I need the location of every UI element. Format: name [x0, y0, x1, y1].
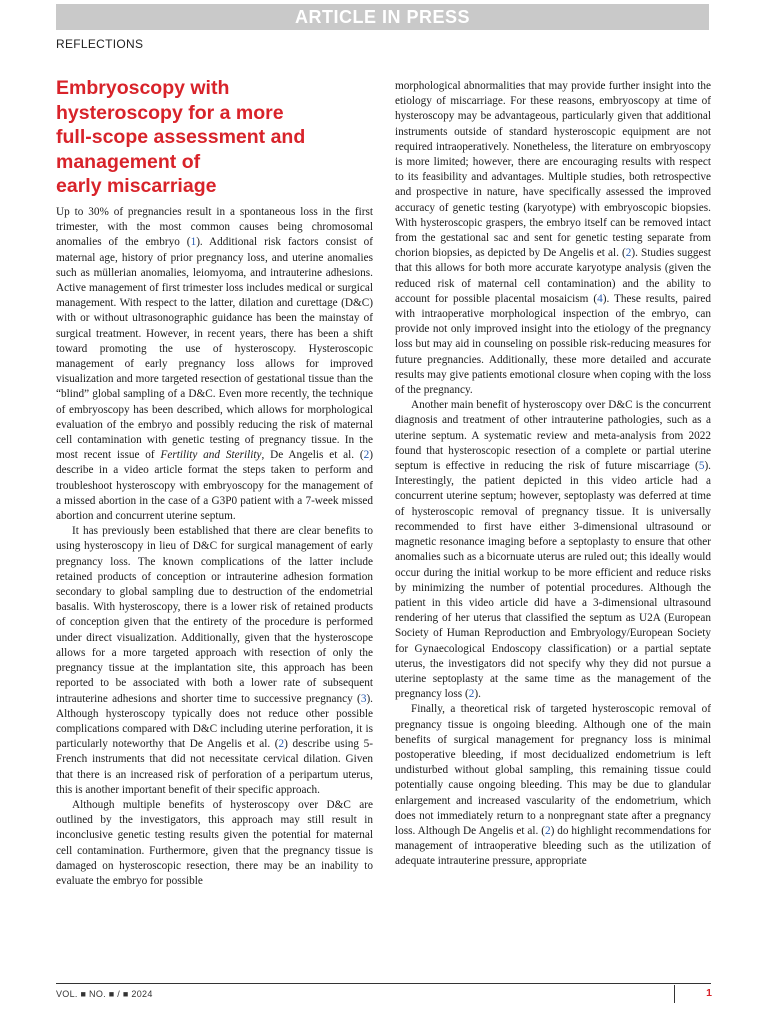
body-paragraph: [395, 79, 711, 398]
text-run: ). Additional risk factors consist of maternal age, history of prior pregnancy loss, and uterine anomalies such as müllerian anomalies, leiomyoma, and intrauterine adhesions. Active management of first trimester loss includes medical or surgical management. With respect to the latter, dilation and curettage (D&C) with or without ultrasonographic guidance has been the mainstay of surgical treatment. However, in recent years, there has been a shift toward promoting the use of hysteroscopy. Hysteroscopic management of early pregnancy loss allows for improved visualization and more targeted resection of gestational tissue than the “blind” global sampling of a D&C. Even more recently, the technique of embryoscopy has been described, which allows for morphological evaluation of the embryo and possibly reducing the risk of maternal cell contamination with genetic testing of pregnancy tissue. In the most recent issue of: [56, 236, 373, 462]
article-title: [56, 76, 356, 199]
title-line: full-scope assessment and: [56, 126, 306, 148]
title-line: Embryoscopy with: [56, 77, 230, 99]
text-run: ) describe in a video article format the steps taken to perform and troubleshoot hysteroscopy with embryoscopy for the management of a missed abortion in the case of a G3P0 patient with a 7-week missed abortion and concurrent uterine septum.: [56, 449, 374, 523]
text-run: Finally, a theoretical risk of targeted hysteroscopic removal of pregnancy tissue is ongoing bleeding. Although one of the main benefits of surgical management for pregnancy loss is minimal postoperative bleeding, if most decidualized endometrium is left undisturbed without global sampling, this remaining tissue could potentially cause ongoing bleeding. This may be due to glandular enlargement and increased vascularity of the endometrium, which does not immediately return to a nonpregnant state after a pregnancy loss. Although De Angelis et al. (: [395, 703, 711, 837]
text-run: , De Angelis et al. (: [261, 449, 364, 462]
page-number: 1: [706, 987, 712, 999]
text-run: It has previously been established that there are clear benefits to using hysteroscopy in lieu of D&C for surgical management of early pregnancy loss. The known complications of the latter include retained products of conception or intrauterine adhesion formation secondary to global sampling due to destruction of the endometrial basalis. With hysteroscopy, there is a lower risk of retained products of conception given that the entirety of the procedure is performed under direct visualization. Additionally, given that the hysteroscope allows for a more targeted approach with resection of only the pregnancy tissue at the implantation site, this approach has been reported to be associated with both a lower rate of subsequent intrauterine adhesions and shorter time to successive pregnancy (: [56, 525, 373, 705]
text-run: ) describe using 5-French instruments that did not necessitate cervical dilation. Given that there is an increased risk of perforation of a peripartum uterus, this is another important benefit of their specific approach.: [56, 738, 373, 796]
title-line: management of: [56, 150, 201, 173]
citation-link[interactable]: 2: [625, 247, 632, 260]
citation-link[interactable]: 2: [363, 449, 370, 462]
footer-volume-info: VOL. ■ NO. ■ / ■ 2024: [56, 989, 153, 999]
citation-link[interactable]: 2: [468, 688, 475, 701]
text-run: morphological abnormalities that may provide further insight into the etiology of miscarriage. For these reasons, embryoscopy at time of hysteroscopy may be advantageous, particularly given that additional instruments outside of standard hysteroscopic equipment are not required intraoperatively. Nonetheless, the literature on embryoscopy is more limited; however, there are encouraging results with respect to its feasibility and advantages. Multiple studies, both retrospective and prospective in nature, have specifically assessed the improved accuracy of genetic testing (karyotype) with embryoscopic biopsies. With hysteroscopic graspers, the embryo itself can be removed intact from the gestational sac and sent for genetic testing separate from chorion biopsies, as depicted by De Angelis et al. (: [395, 80, 711, 260]
body-column-left: [56, 205, 373, 889]
footer-divider: [674, 985, 675, 1003]
body-column-right: [395, 79, 711, 870]
section-label: REFLECTIONS: [56, 37, 144, 51]
citation-link[interactable]: 2: [278, 738, 285, 751]
text-run: ).: [474, 688, 481, 701]
body-paragraph: [56, 798, 373, 889]
citation-link[interactable]: 3: [360, 692, 367, 705]
text-run: Up to 30% of pregnancies result in a spontaneous loss in the first trimester, with the most common causes being chromosomal anomalies of the embryo (: [56, 206, 373, 249]
text-run: ) do highlight recommendations for management of intraoperative bleeding such as the utilization of adequate intrauterine pressure, appropriate: [395, 824, 711, 868]
text-run: Another main benefit of hysteroscopy over D&C is the concurrent diagnosis and treatment of other intrauterine pathologies, such as a uterine septum. A systematic review and meta-analysis from 2022 found that hysteroscopic resection of a complete or partial uterine septum is effective in reducing the risk of future miscarriage (: [395, 399, 711, 473]
body-paragraph: [395, 398, 711, 702]
journal-name: Fertility and Sterility: [160, 449, 262, 462]
text-run: Although multiple benefits of hysteroscopy over D&C are outlined by the investigators, this approach may still result in inconclusive genetic testing results given the potential for maternal cell contamination. Furthermore, given that the pregnancy tissue is damaged on hysteroscopic resection, there may be an inability to evaluate the embryo for possible: [56, 798, 373, 887]
citation-link[interactable]: 1: [190, 236, 197, 249]
title-line: early miscarriage: [56, 175, 217, 197]
title-line: hysteroscopy for a more: [56, 101, 284, 124]
text-run: ). Although hysteroscopy typically does not reduce other possible complications compared with D&C including uterine perforation, it is particularly noteworthy that De Angelis et al. (: [56, 692, 373, 751]
footer-rule: [56, 983, 711, 984]
article-in-press-banner: ARTICLE IN PRESS: [56, 4, 709, 30]
text-run: ). These results, paired with intraoperative morphological inspection of the embryo, can provide not only improved insight into the etiology of the pregnancy loss but may aid in counseling on possible risk-reducing measures for future pregnancies. Additionally, these more detailed and accurate results may give patients emotional closure when coping with the loss of the pregnancy.: [395, 292, 711, 397]
citation-link[interactable]: 5: [698, 460, 705, 473]
citation-link[interactable]: 4: [597, 292, 603, 305]
body-paragraph: [395, 702, 711, 869]
text-run: ). Interestingly, the patient depicted in this video article had a concurrent uterine septum; however, septoplasty was deferred at time of hysteroscopic removal of pregnancy tissue. It is universally recommended to first have either 3-dimensional ultrasound or magnetic resonance imaging before a septoplasty to ensure that other anomalies such as a bicornuate uterus are ruled out; this ideally would occur during the initial workup to be more efficient and reduce risks by minimizing the number of potential procedures. Although the patient in this video article did have a 3-dimensional ultrasound rendering of her uterus that classified the septum as U2A (European Society of Human Reproduction and Embryology/European Society for Gynaecological Endoscopy classification) or a partial septate uterus, the investigators did not specify why they did not pursue a uterine septoplasty at the same time as the management of the pregnancy loss (: [395, 460, 711, 701]
body-paragraph: [56, 205, 373, 524]
text-run: ). Studies suggest that this allows for both more accurate karyotype analysis (given the reduced risk of maternal cell contamination) and the ability to account for possible placental mosaicism (: [395, 247, 711, 305]
citation-link[interactable]: 2: [544, 824, 551, 837]
body-paragraph: [56, 524, 373, 798]
